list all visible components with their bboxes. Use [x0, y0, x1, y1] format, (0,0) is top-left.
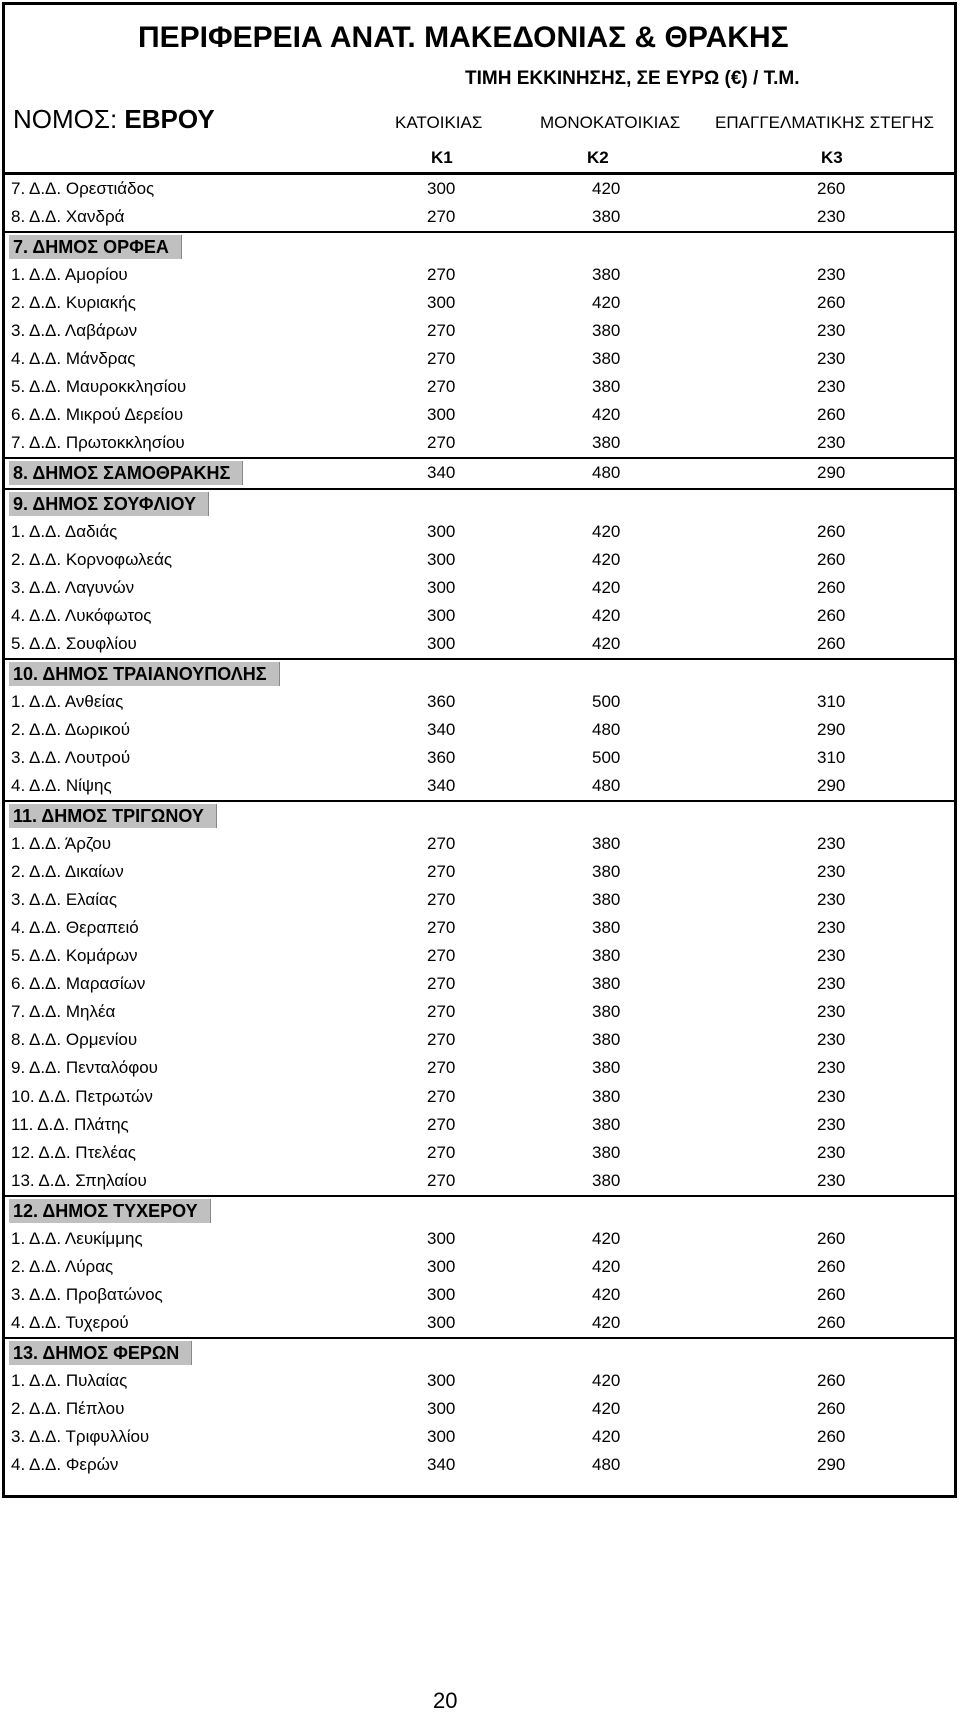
table-row — [5, 688, 954, 716]
column-code-k3: Κ3 — [821, 148, 843, 167]
price-k1: 270 — [427, 890, 456, 910]
price-k1: 300 — [427, 1284, 456, 1304]
price-k2: 480 — [592, 719, 621, 739]
price-k1: 340 — [427, 775, 456, 795]
price-k1: 270 — [427, 433, 456, 453]
prefecture-label: ΝΟΜΟΣ: — [13, 104, 125, 134]
district-name: 2. Δ.Δ. Κορνοφωλεάς — [11, 549, 173, 569]
price-k2: 380 — [592, 1086, 621, 1106]
price-k3: 260 — [817, 1228, 846, 1248]
price-k2: 380 — [592, 1114, 621, 1134]
district-name: 4. Δ.Δ. Λυκόφωτος — [11, 605, 152, 625]
district-name: 2. Δ.Δ. Πέπλου — [11, 1399, 125, 1419]
price-k3: 230 — [817, 862, 846, 882]
price-k3: 260 — [817, 1284, 846, 1304]
price-k3: 230 — [817, 1030, 846, 1050]
district-name: 2. Δ.Δ. Δικαίων — [11, 862, 124, 882]
district-name: 4. Δ.Δ. Νίψης — [11, 775, 112, 795]
price-k1: 270 — [427, 377, 456, 397]
table-row — [5, 317, 954, 345]
price-k1: 270 — [427, 1114, 456, 1134]
price-k3: 260 — [817, 521, 846, 541]
table-row — [5, 203, 954, 231]
prefecture-name: ΕΒΡΟΥ — [124, 104, 215, 134]
price-k2: 380 — [592, 433, 621, 453]
table-body — [5, 175, 954, 1479]
price-k1: 340 — [427, 463, 456, 483]
price-k1: 270 — [427, 946, 456, 966]
price-k2: 420 — [592, 633, 621, 653]
district-name: 6. Δ.Δ. Μικρού Δερείου — [11, 405, 184, 425]
table-row — [5, 1026, 954, 1054]
table-row — [5, 1281, 954, 1309]
price-k1: 270 — [427, 265, 456, 285]
price-k3: 230 — [817, 946, 846, 966]
price-k2: 420 — [592, 293, 621, 313]
table-row — [5, 858, 954, 886]
price-k3: 230 — [817, 1142, 846, 1162]
district-name: 5. Δ.Δ. Σουφλίου — [11, 633, 137, 653]
price-k3: 230 — [817, 1086, 846, 1106]
price-k3: 230 — [817, 207, 846, 227]
price-k2: 480 — [592, 463, 621, 483]
price-k1: 270 — [427, 1170, 456, 1190]
price-k2: 420 — [592, 1228, 621, 1248]
table-row — [5, 518, 954, 546]
price-k3: 230 — [817, 1058, 846, 1078]
price-k2: 500 — [592, 691, 621, 711]
price-k1: 270 — [427, 862, 456, 882]
price-k2: 420 — [592, 521, 621, 541]
price-k1: 300 — [427, 1370, 456, 1390]
table-row — [5, 1451, 954, 1479]
price-k3: 230 — [817, 834, 846, 854]
price-k2: 480 — [592, 1455, 621, 1475]
price-k1: 360 — [427, 691, 456, 711]
district-name: 5. Δ.Δ. Μαυροκκλησίου — [11, 377, 187, 397]
price-k2: 420 — [592, 549, 621, 569]
price-k2: 380 — [592, 946, 621, 966]
price-k2: 420 — [592, 605, 621, 625]
district-name: 7. Δ.Δ. Μηλέα — [11, 1002, 116, 1022]
district-name: 5. Δ.Δ. Κομάρων — [11, 946, 138, 966]
price-k3: 290 — [817, 463, 846, 483]
municipality-name: 12. ΔΗΜΟΣ ΤΥΧΕΡΟΥ — [9, 1199, 211, 1223]
municipality-row — [5, 457, 954, 487]
table-row — [5, 1395, 954, 1423]
table-row — [5, 1054, 954, 1082]
table-row — [5, 716, 954, 744]
price-k3: 230 — [817, 349, 846, 369]
district-name: 3. Δ.Δ. Λαβάρων — [11, 321, 138, 341]
price-k1: 300 — [427, 1427, 456, 1447]
district-name: 4. Δ.Δ. Τυχερού — [11, 1312, 129, 1332]
district-name: 7. Δ.Δ. Ορεστιάδος — [11, 179, 155, 198]
price-k2: 380 — [592, 974, 621, 994]
price-k1: 270 — [427, 918, 456, 938]
table-row — [5, 1167, 954, 1195]
table-row — [5, 998, 954, 1026]
table-row — [5, 1367, 954, 1395]
municipality-row — [5, 800, 954, 830]
price-k2: 380 — [592, 862, 621, 882]
price-k3: 230 — [817, 1002, 846, 1022]
price-k1: 270 — [427, 1142, 456, 1162]
price-k3: 260 — [817, 179, 846, 198]
price-k2: 480 — [592, 775, 621, 795]
district-name: 3. Δ.Δ. Λαγυνών — [11, 577, 135, 597]
price-k2: 420 — [592, 1312, 621, 1332]
municipality-row — [5, 658, 954, 688]
district-name: 13. Δ.Δ. Σπηλαίου — [11, 1170, 147, 1190]
table-row — [5, 970, 954, 998]
price-k3: 290 — [817, 1455, 846, 1475]
table-row — [5, 886, 954, 914]
municipality-name: 8. ΔΗΜΟΣ ΣΑΜΟΘΡΑΚΗΣ — [9, 461, 243, 485]
district-name: 2. Δ.Δ. Λύρας — [11, 1256, 114, 1276]
price-k2: 380 — [592, 1002, 621, 1022]
table-row — [5, 373, 954, 401]
price-k2: 420 — [592, 577, 621, 597]
region-title: ΠΕΡΙΦΕΡΕΙΑ ΑΝΑΤ. ΜΑΚΕΔΟΝΙΑΣ & ΘΡΑΚΗΣ — [138, 21, 789, 54]
table-row — [5, 175, 954, 203]
district-name: 1. Δ.Δ. Ανθείας — [11, 691, 124, 711]
district-name: 9. Δ.Δ. Πενταλόφου — [11, 1058, 158, 1078]
municipality-name: 11. ΔΗΜΟΣ ΤΡΙΓΩΝΟΥ — [9, 804, 217, 828]
table-row — [5, 574, 954, 602]
price-k3: 260 — [817, 577, 846, 597]
price-k3: 260 — [817, 1312, 846, 1332]
price-k2: 380 — [592, 834, 621, 854]
price-k2: 420 — [592, 1370, 621, 1390]
district-name: 12. Δ.Δ. Πτελέας — [11, 1142, 136, 1162]
table-row — [5, 261, 954, 289]
table-row — [5, 546, 954, 574]
table-row — [5, 1309, 954, 1337]
price-k3: 230 — [817, 321, 846, 341]
price-k1: 270 — [427, 834, 456, 854]
district-name: 1. Δ.Δ. Αμορίου — [11, 265, 128, 285]
price-k1: 300 — [427, 549, 456, 569]
price-k3: 260 — [817, 1256, 846, 1276]
price-k2: 380 — [592, 1142, 621, 1162]
price-k3: 230 — [817, 890, 846, 910]
price-k2: 420 — [592, 1284, 621, 1304]
price-k1: 300 — [427, 1256, 456, 1276]
municipality-row — [5, 1195, 954, 1225]
price-k3: 230 — [817, 265, 846, 285]
price-k3: 230 — [817, 974, 846, 994]
table-row — [5, 1139, 954, 1167]
price-k1: 340 — [427, 719, 456, 739]
price-k2: 420 — [592, 1399, 621, 1419]
table-row — [5, 1225, 954, 1253]
price-k2: 420 — [592, 179, 621, 198]
table-row — [5, 602, 954, 630]
column-header-business: ΕΠΑΓΓΕΛΜΑΤΙΚΗΣ ΣΤΕΓΗΣ — [715, 113, 934, 132]
price-k3: 310 — [817, 691, 846, 711]
price-k2: 380 — [592, 349, 621, 369]
district-name: 11. Δ.Δ. Πλάτης — [11, 1114, 129, 1134]
column-code-k1: Κ1 — [431, 148, 453, 167]
district-name: 2. Δ.Δ. Κυριακής — [11, 293, 136, 313]
price-k2: 380 — [592, 918, 621, 938]
district-name: 4. Δ.Δ. Φερών — [11, 1455, 119, 1475]
municipality-row — [5, 1337, 954, 1367]
price-k2: 380 — [592, 321, 621, 341]
district-name: 2. Δ.Δ. Δωρικού — [11, 719, 131, 739]
table-row — [5, 630, 954, 658]
price-k3: 260 — [817, 605, 846, 625]
price-k3: 290 — [817, 719, 846, 739]
price-k1: 300 — [427, 577, 456, 597]
price-k1: 270 — [427, 349, 456, 369]
municipality-name: 10. ΔΗΜΟΣ ΤΡΑΙΑΝΟΥΠΟΛΗΣ — [9, 662, 280, 686]
price-k1: 300 — [427, 293, 456, 313]
price-k1: 300 — [427, 1228, 456, 1248]
municipality-name: 7. ΔΗΜΟΣ ΟΡΦΕΑ — [9, 235, 182, 259]
table-row — [5, 830, 954, 858]
table-row — [5, 1111, 954, 1139]
price-k3: 230 — [817, 433, 846, 453]
district-name: 3. Δ.Δ. Λουτρού — [11, 747, 131, 767]
municipality-name: 13. ΔΗΜΟΣ ΦΕΡΩΝ — [9, 1341, 192, 1365]
price-k2: 380 — [592, 1058, 621, 1078]
price-k2: 380 — [592, 1030, 621, 1050]
price-k2: 420 — [592, 1427, 621, 1447]
district-name: 1. Δ.Δ. Λευκίμμης — [11, 1228, 143, 1248]
district-name: 1. Δ.Δ. Δαδιάς — [11, 521, 118, 541]
price-k1: 300 — [427, 633, 456, 653]
price-k2: 380 — [592, 265, 621, 285]
price-k3: 310 — [817, 747, 846, 767]
column-header-detached: ΜΟΝΟΚΑΤΟΙΚΙΑΣ — [540, 113, 681, 132]
price-k1: 300 — [427, 605, 456, 625]
municipality-name: 9. ΔΗΜΟΣ ΣΟΥΦΛΙΟΥ — [9, 492, 209, 516]
district-name: 8. Δ.Δ. Χανδρά — [11, 207, 125, 227]
price-k1: 300 — [427, 521, 456, 541]
price-k3: 260 — [817, 1370, 846, 1390]
table-row — [5, 1423, 954, 1451]
district-name: 3. Δ.Δ. Προβατώνος — [11, 1284, 163, 1304]
price-k1: 270 — [427, 1058, 456, 1078]
price-k1: 270 — [427, 321, 456, 341]
district-name: 8. Δ.Δ. Ορμενίου — [11, 1030, 138, 1050]
district-name: 1. Δ.Δ. Πυλαίας — [11, 1370, 128, 1390]
district-name: 1. Δ.Δ. Άρζου — [11, 834, 112, 854]
table-row — [5, 289, 954, 317]
price-k2: 420 — [592, 405, 621, 425]
price-title: ΤΙΜΗ ΕΚΚΙΝΗΣΗΣ, ΣΕ ΕΥΡΩ (€) / Τ.Μ. — [465, 68, 800, 89]
column-code-k2: Κ2 — [587, 148, 609, 167]
table-row — [5, 772, 954, 800]
price-k3: 230 — [817, 918, 846, 938]
municipality-row — [5, 231, 954, 261]
price-k2: 420 — [592, 1256, 621, 1276]
price-k3: 260 — [817, 293, 846, 313]
municipality-row — [5, 488, 954, 518]
price-k1: 270 — [427, 1030, 456, 1050]
price-table — [2, 2, 957, 1498]
price-k2: 500 — [592, 747, 621, 767]
price-k2: 380 — [592, 1170, 621, 1190]
price-k1: 360 — [427, 747, 456, 767]
price-k1: 270 — [427, 1086, 456, 1106]
price-k2: 380 — [592, 890, 621, 910]
price-k1: 300 — [427, 405, 456, 425]
page-number: 20 — [433, 1688, 458, 1713]
price-k2: 380 — [592, 207, 621, 227]
district-name: 6. Δ.Δ. Μαρασίων — [11, 974, 146, 994]
price-k3: 260 — [817, 633, 846, 653]
table-row — [5, 914, 954, 942]
district-name: 10. Δ.Δ. Πετρωτών — [11, 1086, 153, 1106]
district-name: 3. Δ.Δ. Ελαίας — [11, 890, 118, 910]
price-k1: 300 — [427, 179, 456, 198]
price-k1: 300 — [427, 1399, 456, 1419]
district-name: 4. Δ.Δ. Θεραπειό — [11, 918, 139, 938]
price-k3: 230 — [817, 1170, 846, 1190]
price-k1: 270 — [427, 207, 456, 227]
price-k1: 340 — [427, 1455, 456, 1475]
district-name: 7. Δ.Δ. Πρωτοκκλησίου — [11, 433, 185, 453]
table-row — [5, 429, 954, 457]
table-row — [5, 1253, 954, 1281]
price-k1: 270 — [427, 1002, 456, 1022]
price-k3: 260 — [817, 1427, 846, 1447]
price-k1: 270 — [427, 974, 456, 994]
price-k3: 260 — [817, 549, 846, 569]
price-k3: 230 — [817, 1114, 846, 1134]
table-row — [5, 744, 954, 772]
table-row — [5, 345, 954, 373]
price-k1: 300 — [427, 1312, 456, 1332]
price-k3: 290 — [817, 775, 846, 795]
district-name: 4. Δ.Δ. Μάνδρας — [11, 349, 136, 369]
price-k2: 380 — [592, 377, 621, 397]
price-k3: 260 — [817, 405, 846, 425]
table-row — [5, 1083, 954, 1111]
price-k3: 230 — [817, 377, 846, 397]
district-name: 3. Δ.Δ. Τριφυλλίου — [11, 1427, 150, 1447]
prefecture-heading — [13, 104, 215, 135]
table-row — [5, 942, 954, 970]
column-header-residence: ΚΑΤΟΙΚΙΑΣ — [395, 113, 483, 132]
table-row — [5, 401, 954, 429]
price-k3: 260 — [817, 1399, 846, 1419]
